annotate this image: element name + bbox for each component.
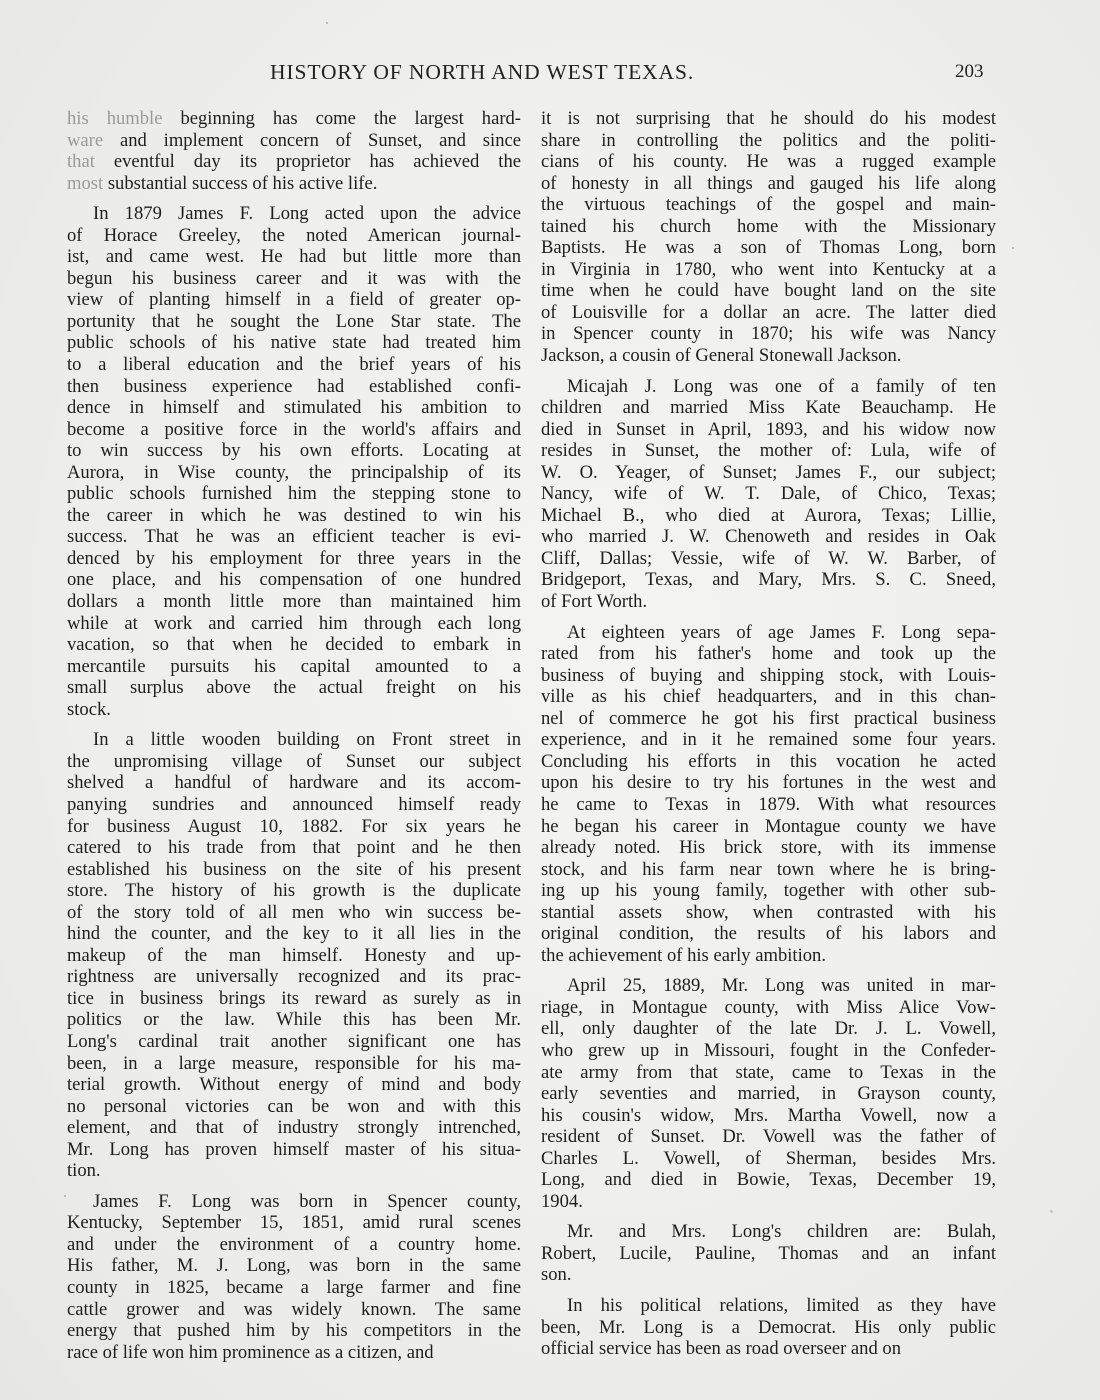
text-line: success. That he was an efficient teacher is evi- [67, 526, 521, 548]
text-line [67, 108, 521, 130]
page-number: 203 [955, 61, 984, 82]
text-line: Baptists. He was a son of Thomas Long, born [541, 237, 996, 259]
paper-speck [64, 1195, 66, 1197]
text-line: of the story told of all men who win success be- [67, 901, 521, 923]
text-line: rightness are universally recognized and its prac- [67, 966, 521, 988]
paper-speck [326, 22, 328, 24]
text-line: hind the counter, and the key to it all lies in the [67, 923, 521, 945]
text-line: April 25, 1889, Mr. Long was united in mar- [567, 975, 996, 997]
paragraph-p10 [541, 1295, 996, 1360]
text-line: rated from his father's home and took up the [541, 643, 996, 665]
text-line: the career in which he was destined to win his [67, 504, 521, 526]
text-line: Cliff, Dallas; Vessie, wife of W. W. Barber, of [541, 547, 996, 569]
text-line: Charles L. Vowell, of Sherman, besides Mrs. [541, 1147, 996, 1169]
text-line: county in 1825, became a large farmer and fine [67, 1276, 521, 1298]
text-line: children and married Miss Kate Beauchamp. He [541, 397, 996, 419]
text-line: then business experience had established confi- [67, 375, 521, 397]
text-line: resident of Sunset. Dr. Vowell was the father of [541, 1126, 996, 1148]
faded-text: most [67, 172, 104, 194]
text-line: Mr. and Mrs. Long's children are: Bulah, [567, 1221, 996, 1243]
text-line: of Louisville for a dollar an acre. The latter died [541, 301, 996, 323]
text-line: the achievement of his early ambition. [541, 944, 827, 966]
paragraph-p1 [67, 108, 521, 194]
text-line: public schools of his native state had treated him [67, 332, 521, 354]
text-line: upon his desire to try his fortunes in the west and [541, 772, 996, 794]
faded-text: ware [67, 129, 104, 151]
text-line: In his political relations, limited as they have [567, 1294, 996, 1316]
paragraph-p7 [541, 622, 996, 967]
text-line: of Fort Worth. [541, 591, 648, 613]
text-line: who married J. W. Chenoweth and resides in Oak [541, 526, 996, 548]
text-line: Long, and died in Bowie, Texas, December 19, [541, 1169, 996, 1191]
paragraph-p4 [67, 1191, 521, 1363]
text-line: mercantile pursuits his capital amounted to a [67, 655, 521, 677]
text-line: small surplus above the actual freight on his [67, 677, 521, 699]
text-line: panying sundries and announced himself ready [67, 793, 521, 815]
text-line: ville as his chief headquarters, and in this chan- [541, 686, 996, 708]
page-header [0, 58, 1100, 88]
text-line: Robert, Lucile, Pauline, Thomas and an infant [541, 1242, 996, 1264]
text-line: public schools furnished him the stepping stone to [67, 483, 521, 505]
text-line: Michael B., who died at Aurora, Texas; Lillie, [541, 504, 996, 526]
text-line: while at work and carried him through each long [67, 612, 521, 634]
text-line: race of life won him prominence as a citizen, and [67, 1341, 434, 1363]
text-line: Kentucky, September 15, 1851, amid rural scenes [67, 1212, 521, 1234]
paper-speck [1012, 247, 1014, 249]
text-line: Nancy, wife of W. T. Dale, of Chico, Texas; [541, 483, 996, 505]
text-line: Aurora, in Wise county, the principalship of its [67, 461, 521, 483]
text-line [67, 173, 521, 195]
text-line: dollars a month little more than maintained him [67, 591, 521, 613]
paragraph-p2 [67, 203, 521, 720]
text-line: In 1879 James F. Long acted upon the advice [93, 203, 521, 225]
text-line: catered to his trade from that point and he then [67, 837, 521, 859]
text-line: one place, and his compensation of one hundred [67, 569, 521, 591]
text-line: riage, in Montague county, with Miss Alice Vow- [541, 996, 996, 1018]
text-line: son. [541, 1264, 572, 1286]
text-line: Jackson, a cousin of General Stonewall Jackson. [541, 345, 902, 367]
text-line: dence in himself and stimulated his ambition to [67, 397, 521, 419]
text-line: stock. [67, 698, 111, 720]
text-line: who grew up in Missouri, fought in the Confeder- [541, 1039, 996, 1061]
line-text: beginning has come the largest hard- [162, 108, 521, 129]
text-line: the virtuous teachings of the gospel and main- [541, 194, 996, 216]
text-line: ell, only daughter of the late Dr. J. L. Vowell, [541, 1018, 996, 1040]
text-line: for business August 10, 1882. For six years he [67, 815, 521, 837]
text-line: ing up his young family, together with other sub- [541, 880, 996, 902]
paragraph-p3 [67, 729, 521, 1181]
text-line: he began his career in Montague county we have [541, 815, 996, 837]
text-line: shelved a handful of hardware and its accom- [67, 772, 521, 794]
text-line: At eighteen years of age James F. Long sepa- [567, 621, 996, 643]
text-line: store. The history of his growth is the duplicate [67, 880, 521, 902]
text-line: resides in Sunset, the mother of: Lula, wife of [541, 440, 996, 462]
line-text: eventful day its proprietor has achieved the [94, 151, 521, 173]
text-line [67, 151, 521, 173]
text-line: portunity that he sought the Lone Star state. The [67, 310, 521, 332]
text-line: His father, M. J. Long, was born in the same [67, 1255, 521, 1277]
text-line: Mr. Long has proven himself master of his situa- [67, 1138, 521, 1160]
text-line: to a liberal education and the brief years of his [67, 354, 521, 376]
text-line: died in Sunset in April, 1893, and his widow now [541, 418, 996, 440]
text-line: In a little wooden building on Front street in [93, 729, 521, 751]
text-line: no personal victories can be won and with this [67, 1095, 521, 1117]
paragraph-p8 [541, 975, 996, 1212]
text-line: ate army from that state, came to Texas in the [541, 1061, 996, 1083]
text-line: view of planting himself in a field of greater op- [67, 289, 521, 311]
text-line: nel of commerce he got his first practical business [541, 707, 996, 729]
text-line: element, and that of industry strongly intrenched, [67, 1117, 521, 1139]
text-line: makeup of the man himself. Honesty and up- [67, 944, 521, 966]
text-line: been, Mr. Long is a Democrat. His only public [541, 1316, 996, 1338]
text-line: W. O. Yeager, of Sunset; James F., our subject; [541, 461, 996, 483]
left-column [67, 108, 521, 1363]
text-line: stock, and his farm near town where he is bring- [541, 858, 996, 880]
text-line: of honesty in all things and gauged his life along [541, 172, 996, 194]
text-line: tice in business brings its reward as surely as in [67, 987, 521, 1009]
text-line: already noted. His brick store, with its immense [541, 837, 996, 859]
paper-speck [1050, 1210, 1053, 1213]
text-line: in Virginia in 1780, who went into Kentucky at a [541, 258, 996, 280]
line-text: and implement concern of Sunset, and since [103, 129, 521, 151]
text-line: tained his church home with the Missionary [541, 215, 996, 237]
text-line: Long's cardinal trait another significant one has [67, 1030, 521, 1052]
text-line: experience, and in it he remained some four years. [541, 729, 996, 751]
text-line [67, 130, 521, 152]
text-line: original condition, the results of his labors and [541, 923, 996, 945]
text-line: Concluding his efforts in this vocation he acted [541, 750, 996, 772]
text-line: James F. Long was born in Spencer county, [93, 1190, 521, 1212]
faded-text: his humble [67, 108, 163, 129]
text-line: and under the environment of a country home. [67, 1233, 521, 1255]
text-line: terial growth. Without energy of mind and body [67, 1074, 521, 1096]
text-line: 1904. [541, 1190, 583, 1212]
text-line: the unpromising village of Sunset our subject [67, 750, 521, 772]
text-line: denced by his employment for three years in the [67, 547, 521, 569]
running-head: HISTORY OF NORTH AND WEST TEXAS. [270, 60, 695, 84]
text-line: his cousin's widow, Mrs. Martha Vowell, now a [541, 1104, 996, 1126]
paragraph-p9 [541, 1221, 996, 1286]
text-line: Micajah J. Long was one of a family of ten [567, 375, 996, 397]
text-line: politics or the law. While this has been Mr. [67, 1009, 521, 1031]
text-line: Bridgeport, Texas, and Mary, Mrs. S. C. Sneed, [541, 569, 996, 591]
text-line: become a positive force in the world's affairs and [67, 418, 521, 440]
text-line: of Horace Greeley, the noted American journal- [67, 224, 521, 246]
paragraph-p6 [541, 376, 996, 613]
text-line: business of buying and shipping stock, with Louis- [541, 664, 996, 686]
text-line: cians of his county. He was a rugged example [541, 151, 996, 173]
text-line: been, in a large measure, responsible for his ma- [67, 1052, 521, 1074]
text-line: stantial assets show, when contrasted with his [541, 901, 996, 923]
text-line: time when he could have bought land on the site [541, 280, 996, 302]
text-line: it is not surprising that he should do his modest [541, 108, 996, 129]
text-line: in Spencer county in 1870; his wife was Nancy [541, 323, 996, 345]
text-line: to win success by his own efforts. Locating at [67, 440, 521, 462]
text-line: energy that pushed him by his competitors in the [67, 1320, 521, 1342]
text-line: share in controlling the politics and the politi- [541, 129, 996, 151]
text-line: early seventies and married, in Grayson county, [541, 1083, 996, 1105]
text-line: tion. [67, 1160, 101, 1182]
right-column [541, 108, 996, 1360]
text-line: cattle grower and was widely known. The same [67, 1298, 521, 1320]
text-line: established his business on the site of his present [67, 858, 521, 880]
line-text: substantial success of his active life. [103, 172, 378, 194]
text-line: begun his business career and it was with the [67, 267, 521, 289]
text-line: ist, and came west. He had but little more than [67, 246, 521, 268]
text-line: vacation, so that when he decided to embark in [67, 634, 521, 656]
faded-text: that [67, 151, 95, 173]
paragraph-p5 [541, 108, 996, 367]
text-line: he came to Texas in 1879. With what resources [541, 793, 996, 815]
text-line: official service has been as road overseer and on [541, 1338, 902, 1360]
